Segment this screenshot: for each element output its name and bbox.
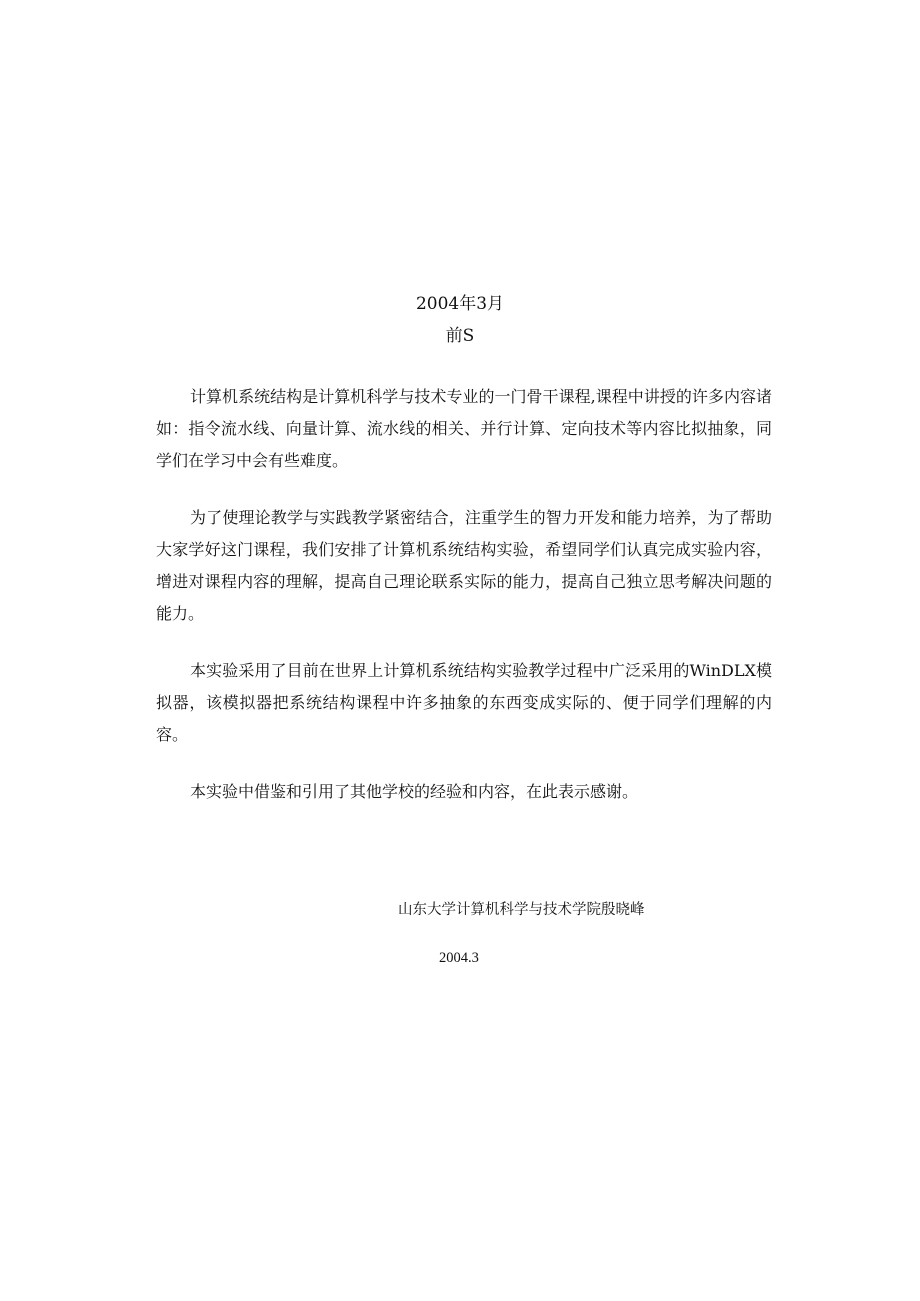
- paragraph-3: 本实验采用了目前在世界上计算机系统结构实验教学过程中广泛采用的WinDLX模拟器，该模拟器把系统结构课程中许多抽象的东西变成实际的、便于同学们理解的内容。: [156, 661, 772, 744]
- signature-date: 2004.3: [439, 950, 479, 966]
- preface-title: 前S: [445, 326, 475, 346]
- date-heading: 2004年3月: [415, 294, 505, 314]
- paragraph-4: 本实验中借鉴和引用了其他学校的经验和内容，在此表示感谢。: [190, 782, 639, 801]
- paragraph-1: 计算机系统结构是计算机科学与技术专业的一门骨干课程,课程中讲授的许多内容诸如：指令流水线、向量计算、流水线的相关、并行计算、定向技术等内容比拟抽象，同学们在学习中会有些难度。: [156, 387, 772, 470]
- signature: 山东大学计算机科学与技术学院殷晓峰: [398, 902, 645, 918]
- body-text: [156, 381, 772, 833]
- paragraph-2: 为了使理论教学与实践教学紧密结合，注重学生的智力开发和能力培养，为了帮助大家学好这门课程，我们安排了计算机系统结构实验，希望同学们认真完成实验内容，增进对课程内容的理解，提高自己理论联系实际的能力，提高自己独立思考解决问题的能力。: [156, 508, 772, 623]
